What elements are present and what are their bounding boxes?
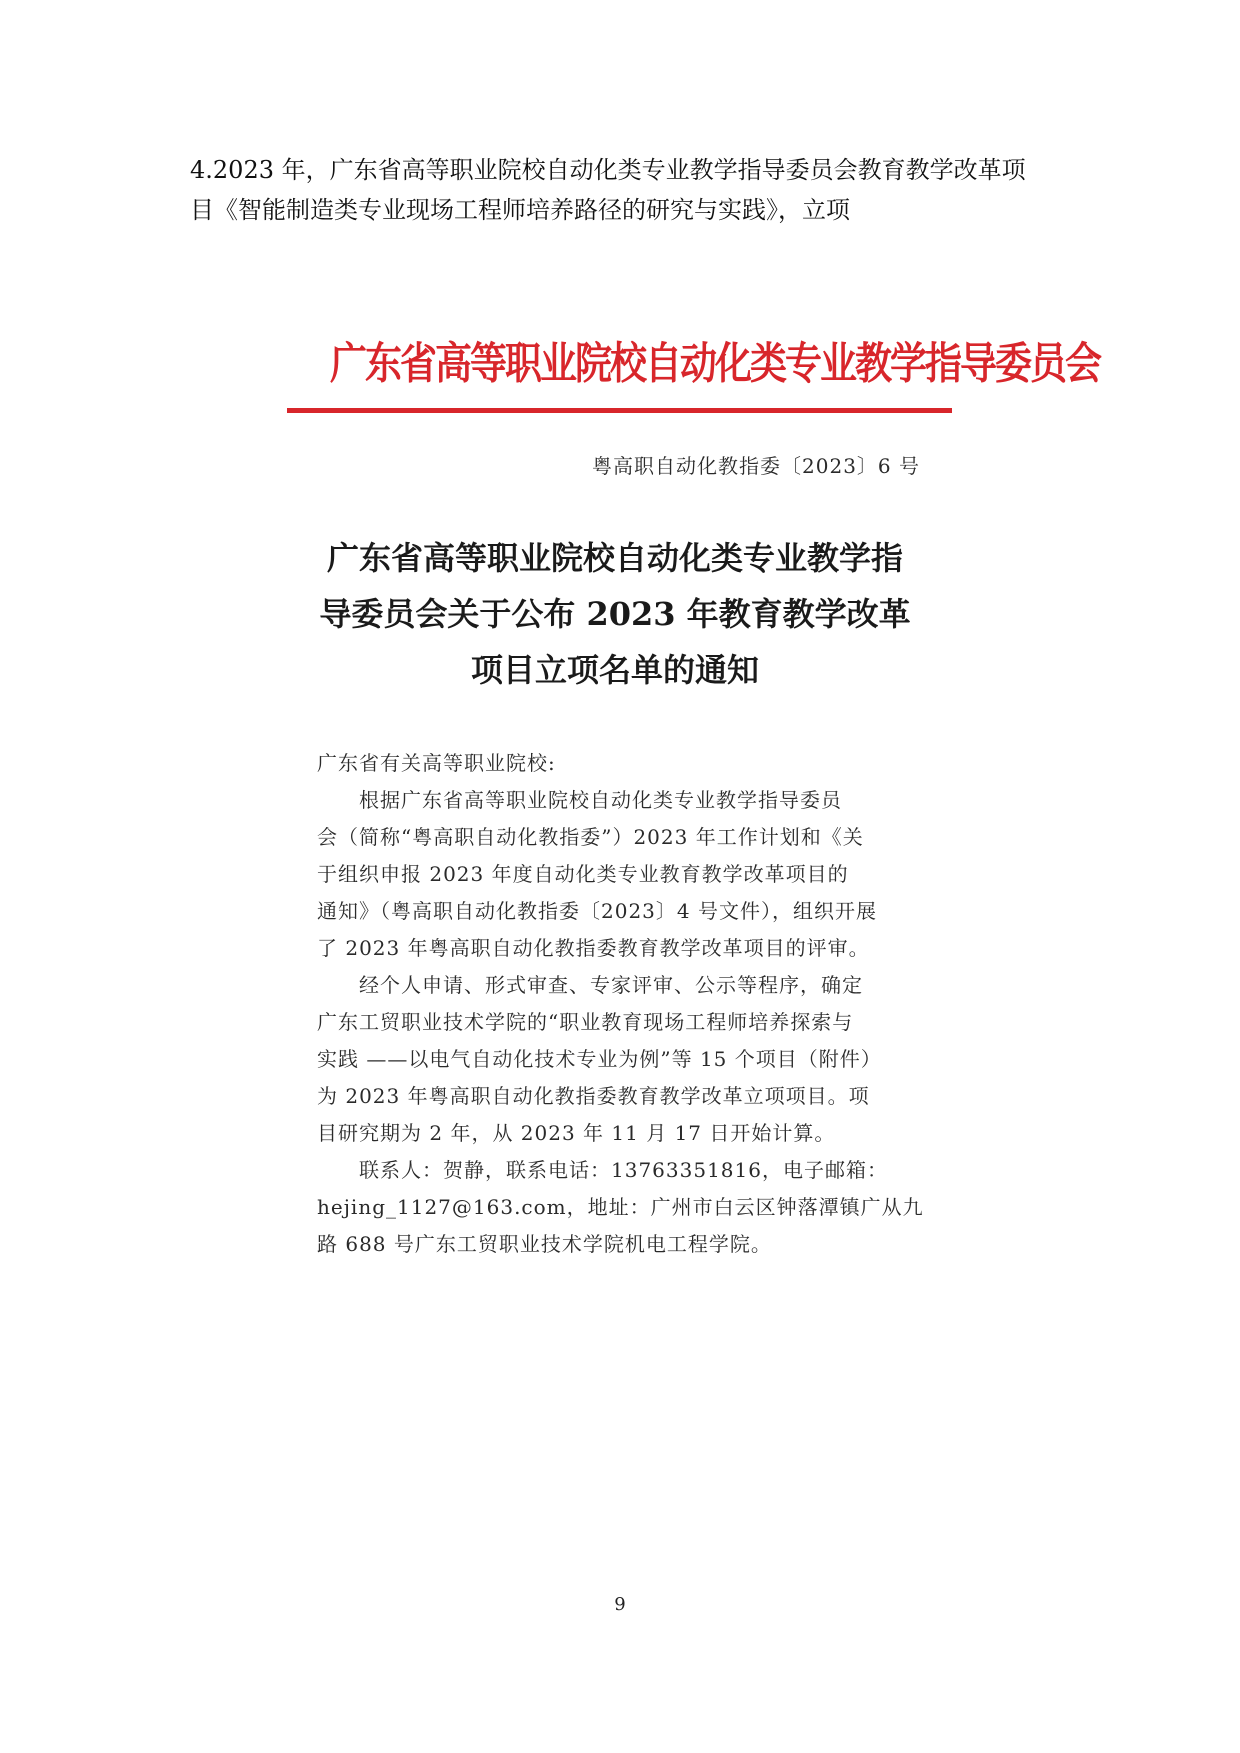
- caption: [190, 150, 1070, 230]
- body-line: 于组织申报 2023 年度自动化类专业教育教学改革项目的: [317, 862, 849, 886]
- caption-line: 4.2023 年，广东省高等职业院校自动化类专业教学指导委员会教育教学改革项: [190, 156, 1026, 184]
- title-line: 广东省高等职业院校自动化类专业教学指: [326, 539, 903, 577]
- body-line: 广东工贸职业技术学院的“职业教育现场工程师培养探索与: [317, 1010, 854, 1034]
- body-line: 根据广东省高等职业院校自动化类专业教学指导委员: [359, 788, 842, 812]
- title-line: 导委员会关于公布 2023 年教育教学改革: [319, 595, 911, 633]
- body-line: hejing_1127@163.com，地址：广州市白云区钟落潭镇广从九: [317, 1195, 924, 1219]
- title-line: 项目立项名单的通知: [470, 651, 759, 689]
- notice-title: [295, 530, 935, 698]
- body-line: 经个人申请、形式审查、专家评审、公示等程序，确定: [359, 973, 863, 997]
- body-line: 会（简称“粤高职自动化教指委”）2023 年工作计划和《关: [317, 825, 864, 849]
- scanned-notice: [275, 320, 1100, 1340]
- document-number: 粤高职自动化教指委〔2023〕6 号: [592, 454, 920, 478]
- body-line: 目研究期为 2 年，从 2023 年 11 月 17 日开始计算。: [317, 1121, 836, 1145]
- salutation: 广东省有关高等职业院校:: [317, 751, 556, 775]
- notice-body: [317, 745, 924, 1263]
- body-line: 通知》（粤高职自动化教指委〔2023〕4 号文件），组织开展: [317, 899, 877, 923]
- body-line: 了 2023 年粤高职自动化教指委教育教学改革项目的评审。: [317, 936, 870, 960]
- page-number: 9: [614, 1594, 626, 1615]
- issuer-heading: 广东省高等职业院校自动化类专业教学指导委员会: [330, 338, 1100, 390]
- red-divider: [287, 408, 952, 413]
- body-line: 联系人：贺静，联系电话：13763351816，电子邮箱：: [359, 1158, 888, 1182]
- body-line: 路 688 号广东工贸职业技术学院机电工程学院。: [317, 1232, 772, 1256]
- body-line: 实践 ——以电气自动化技术专业为例”等 15 个项目（附件）: [317, 1047, 882, 1071]
- caption-line: 目《智能制造类专业现场工程师培养路径的研究与实践》，立项: [190, 196, 850, 224]
- body-line: 为 2023 年粤高职自动化教指委教育教学改革立项项目。项: [317, 1084, 870, 1108]
